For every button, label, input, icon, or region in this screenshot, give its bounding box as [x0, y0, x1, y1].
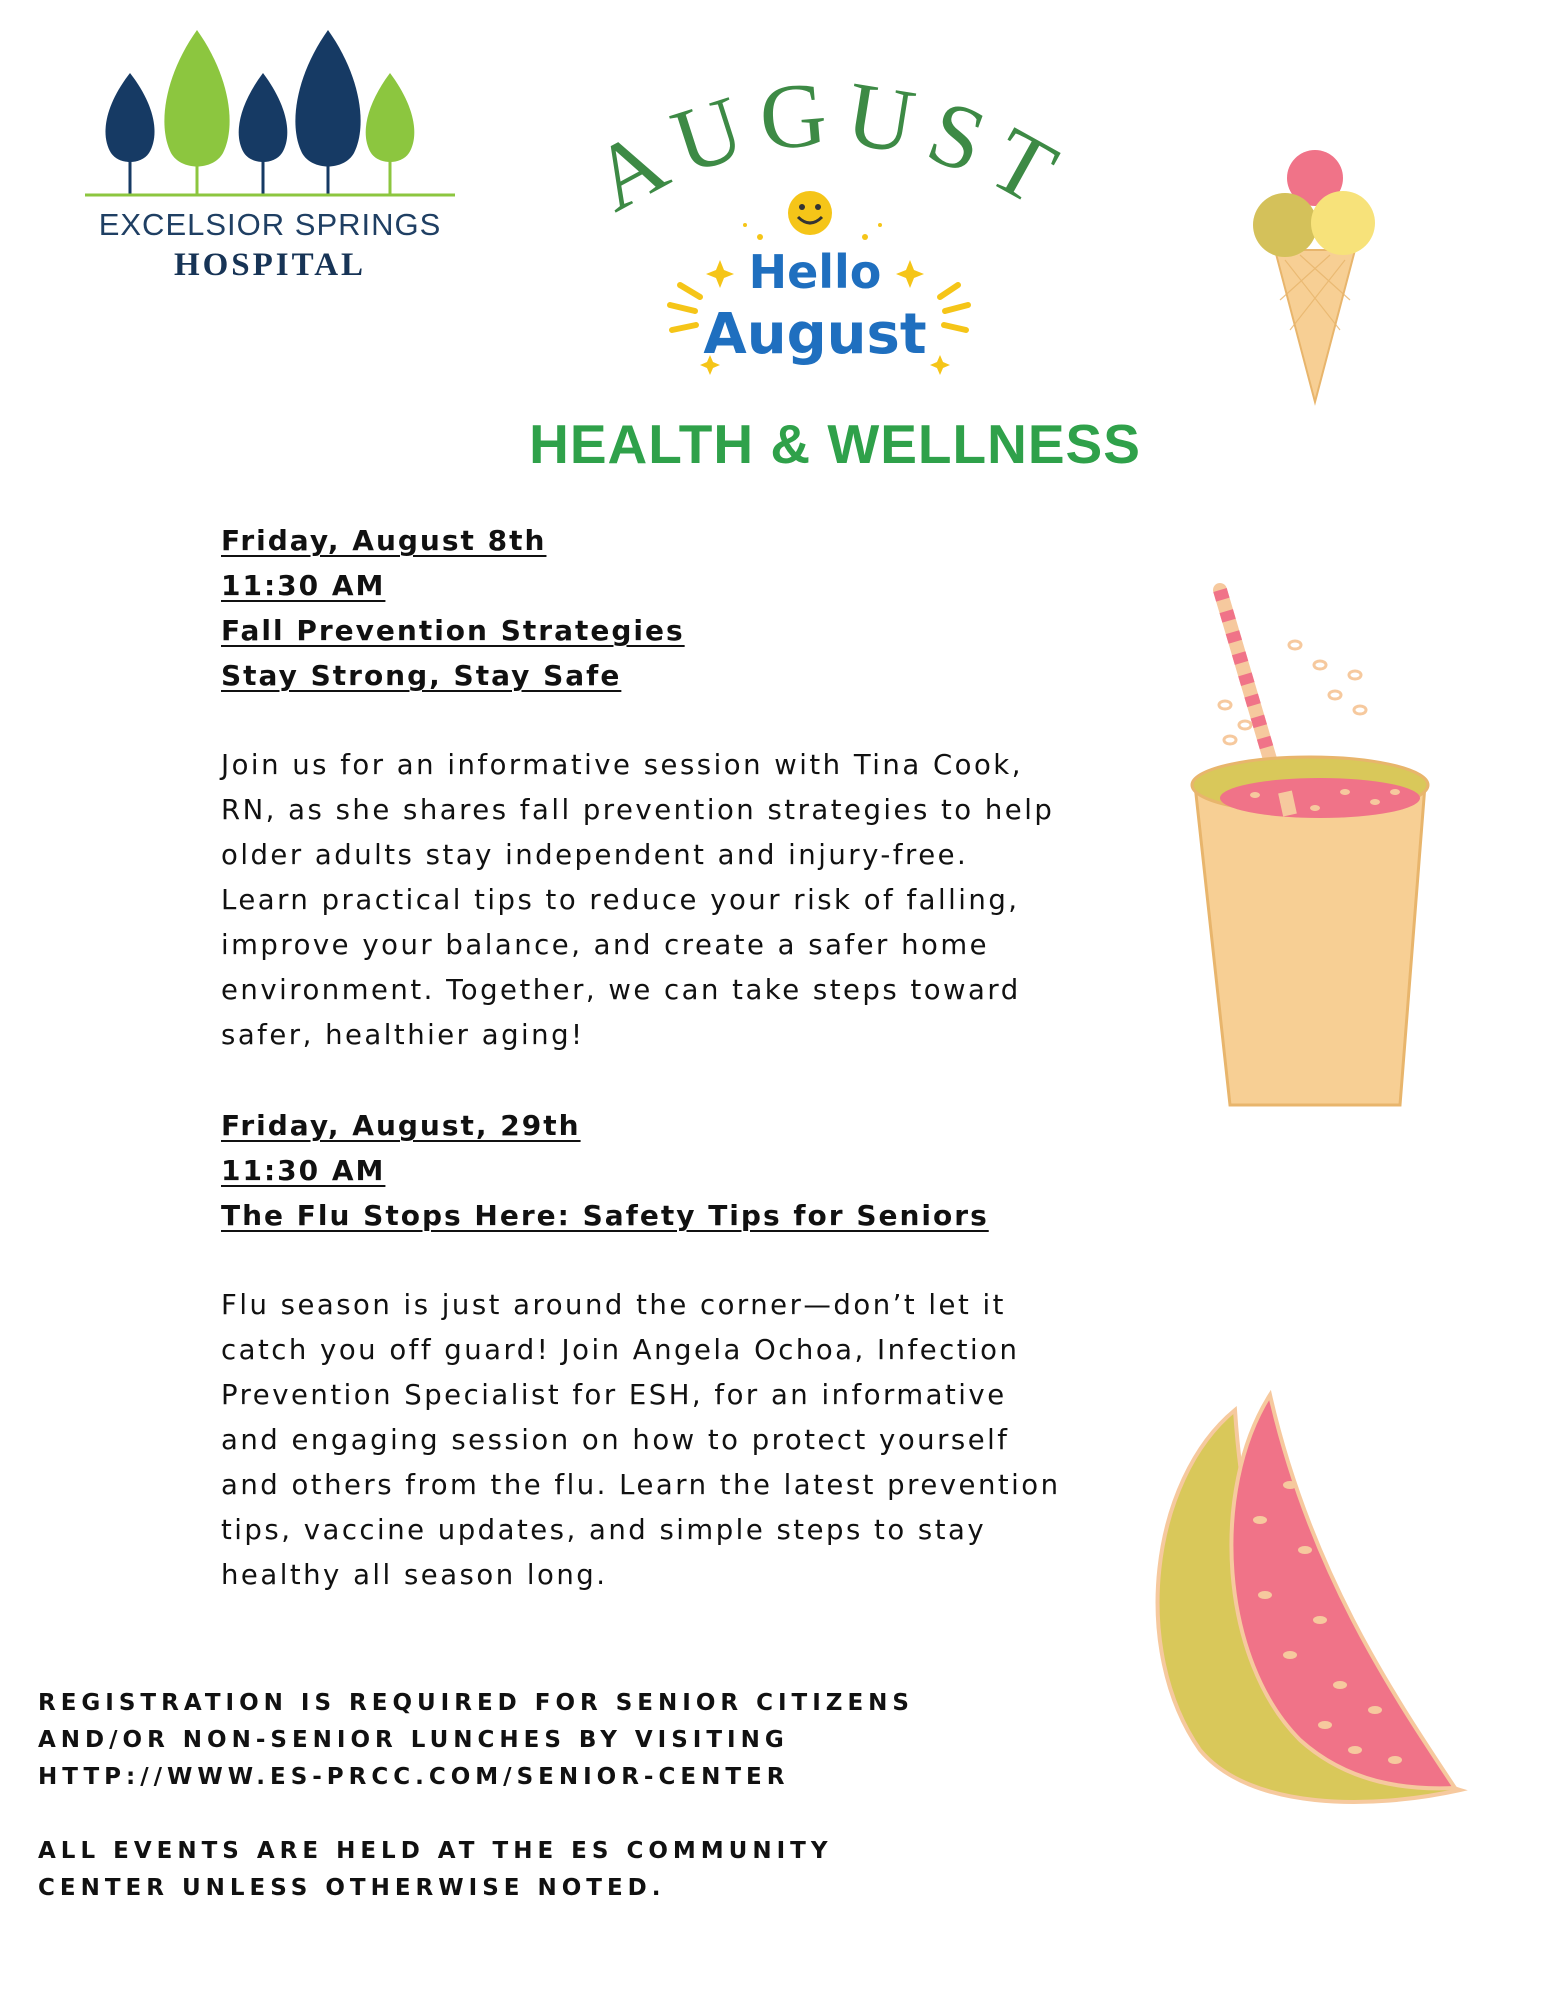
hello-text: Hello	[748, 245, 882, 299]
burst-right-icon	[940, 285, 968, 330]
event-2-time: 11:30 AM	[221, 1154, 386, 1187]
event-2-date: Friday, August, 29th	[221, 1109, 581, 1142]
trees-icon	[85, 25, 455, 205]
event-1-description: Join us for an informative session with Tina Cook, RN, as she shares fall prevention strategies to help older adults stay independent and injury-free. Learn practical tips to reduce your risk of falling, improve your balance, and create a safer home environment. Together, we can take steps toward safer, healthier aging!	[221, 749, 1055, 1051]
event-2	[221, 1103, 1151, 1598]
smiley-icon	[788, 191, 832, 235]
event-2-description: Flu season is just around the corner—don’t let it catch you off guard! Join Angela Ochoa, Infection Prevention Specialist for ESH, for an informative and engaging session on how to protect yourself and others from the flu. Learn the latest prevention tips, vaccine updates, and simple steps to stay healthy all season long.	[221, 1289, 1061, 1591]
smoothie-icon	[1185, 580, 1435, 1120]
event-1-time: 11:30 AM	[221, 569, 386, 602]
watermelon-icon	[1140, 1390, 1470, 1820]
logo-text-line2: HOSPITAL	[173, 247, 367, 283]
page-title: HEALTH & WELLNESS	[529, 413, 1141, 475]
ice-cream-icon	[1240, 150, 1390, 410]
footer-notes	[38, 1685, 938, 1907]
event-1-subtitle: Stay Strong, Stay Safe	[221, 659, 622, 692]
event-1	[221, 518, 1151, 1058]
event-1-date: Friday, August 8th	[221, 524, 547, 557]
burst-left-icon	[670, 285, 700, 330]
event-1-title: Fall Prevention Strategies	[221, 614, 685, 647]
location-note: ALL EVENTS ARE HELD AT THE ES COMMUNITY CENTER UNLESS OTHERWISE NOTED.	[38, 1838, 833, 1901]
events-section	[221, 518, 1151, 1643]
hello-august-badge	[650, 185, 990, 395]
august-script-text: August	[703, 302, 927, 367]
august-arc-text: AUGUST	[575, 61, 1085, 231]
hospital-logo	[85, 25, 455, 295]
registration-note: REGISTRATION IS REQUIRED FOR SENIOR CITIZENS AND/OR NON-SENIOR LUNCHES BY VISITING HTTP://WWW.ES-PRCC.COM/SENIOR-CENTER	[38, 1690, 914, 1790]
logo-text-line1: EXCELSIOR SPRINGS	[98, 207, 442, 242]
event-2-title: The Flu Stops Here: Safety Tips for Seniors	[221, 1199, 989, 1232]
